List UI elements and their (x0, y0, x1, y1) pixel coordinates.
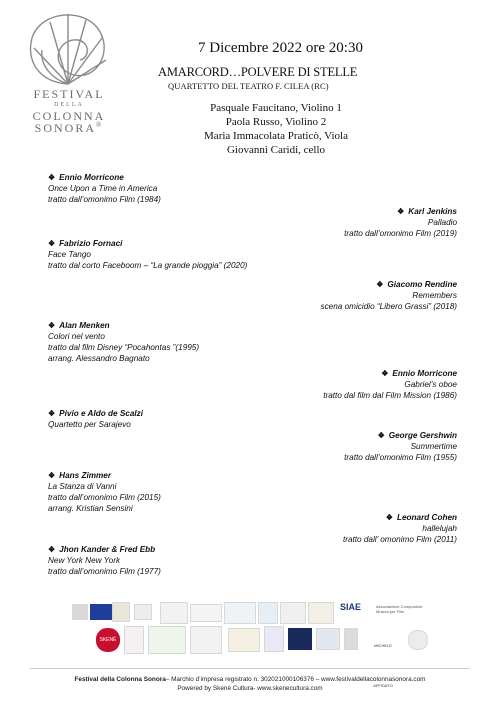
sponsor-logo (124, 626, 144, 654)
concert-header (150, 40, 490, 157)
diamond-bullet-icon: ❖ (385, 513, 393, 522)
diamond-bullet-icon: ❖ (48, 173, 56, 182)
skene-text: SKENÈ (99, 637, 117, 643)
sponsor-logo (112, 602, 130, 622)
player-3: Maria Immacolata Praticò, Viola (204, 130, 348, 142)
program-item (344, 430, 457, 463)
sponsor-logo (264, 626, 284, 652)
composer-name: Jhon Kander & Fred Ebb (59, 545, 156, 554)
diamond-bullet-icon: ❖ (397, 207, 405, 216)
players-list (176, 101, 376, 157)
composer-name: Ennio Morricone (392, 369, 457, 378)
sponsor-logo (288, 628, 312, 650)
logo-line-colonna: COLONNA (32, 109, 106, 123)
diamond-bullet-icon: ❖ (376, 280, 384, 289)
composer-name: Fabrizio Fornaci (59, 239, 123, 248)
program-item (320, 279, 457, 312)
piece-source: tratto dall’omonimo Film (1955) (344, 453, 457, 462)
composer-name: Alan Menken (59, 321, 110, 330)
sponsor-logo (344, 628, 358, 650)
player-2: Paola Russo, Violino 2 (225, 116, 327, 128)
program-item (344, 206, 457, 239)
sponsor-logo (134, 604, 152, 620)
sponsor-logo (148, 626, 186, 654)
piece-title: La Stanza di Vanni (48, 482, 117, 491)
program-item (48, 470, 161, 514)
composer-name: Hans Zimmer (59, 471, 112, 480)
registered-mark: ® (96, 121, 104, 129)
diamond-bullet-icon: ❖ (377, 431, 385, 440)
player-1: Pasquale Faucitano, Violino 1 (210, 102, 342, 114)
sponsor-logo (160, 602, 188, 624)
piece-title: Face Tango (48, 250, 91, 259)
piece-title: New York New York (48, 556, 121, 565)
program-item (48, 544, 161, 577)
sponsor-logo (190, 626, 222, 654)
piece-title: Once Upon a Time in America (48, 184, 158, 193)
logo-line-della: DELLA (54, 102, 84, 108)
sponsor-logo (258, 602, 278, 624)
acmf-logo (376, 604, 430, 620)
siae-text: SIAE (340, 602, 362, 612)
piece-source: scena omicidio “Libero Grassi” (2018) (320, 302, 457, 311)
program-item (343, 512, 457, 545)
footer-brand: Festival della Colonna Sonora (74, 676, 166, 683)
sponsor-logo (72, 604, 88, 620)
piece-arrangement: arrang. Alessandro Bagnato (48, 354, 150, 363)
festival-logo (10, 8, 130, 138)
piece-source: tratto dall’omonimo Film (2015) (48, 493, 161, 502)
footer-powered-by: Powered by Skenè Cultura- www.skenecultura.com (177, 685, 323, 692)
sponsor-logo (408, 630, 428, 650)
piece-source: tratto dal film dal Film Mission (1986) (323, 391, 457, 400)
diamond-bullet-icon: ❖ (48, 471, 56, 480)
program-item (48, 408, 143, 430)
piece-title: Remembers (412, 291, 457, 300)
piece-title: Gabriel’s oboe (404, 380, 457, 389)
player-4: Giovanni Caridi, cello (226, 144, 326, 156)
concert-date: 7 Dicembre 2022 ore 20:30 (198, 40, 363, 56)
diamond-bullet-icon: ❖ (48, 239, 56, 248)
piece-arrangement: arrang. Kristian Sensini (48, 504, 133, 513)
concert-title: AMARCORD…POLVERE DI STELLE (158, 65, 358, 79)
composer-name: Giacomo Rendine (387, 280, 457, 289)
piece-source: tratto dal film Disney “Pocahontas ”(1995) (48, 343, 200, 352)
piece-source: tratto dall’omonimo Film (1977) (48, 567, 161, 576)
michele-affidato-text: MICHELE AFFIDATO (373, 643, 393, 688)
diamond-bullet-icon: ❖ (381, 369, 389, 378)
logo-word-sonora: SONORA (34, 121, 96, 135)
footer (0, 675, 500, 693)
piece-title: hallelujah (422, 524, 457, 533)
michele-affidato-logo (364, 626, 402, 688)
program-item (48, 320, 199, 364)
acmf-text: Associazione Compositori Musica per Film (376, 604, 423, 614)
piece-title: Summertime (410, 442, 457, 451)
logo-line-sonora (10, 122, 128, 134)
composer-name: George Gershwin (388, 431, 457, 440)
piece-title: Colori nel vento (48, 332, 105, 341)
sponsor-logo (190, 604, 222, 622)
footer-line-1 (0, 675, 500, 684)
diamond-bullet-icon: ❖ (48, 409, 56, 418)
composer-name: Ennio Morricone (59, 173, 124, 182)
nautilus-shell-icon (20, 8, 116, 90)
piece-title: Quartetto per Sarajevo (48, 420, 131, 429)
concert-subtitle: QUARTETTO DEL TEATRO F. CILEA (RC) (168, 81, 329, 91)
logo-line-festival: FESTIVAL (33, 87, 105, 101)
sponsor-logo (224, 602, 256, 624)
siae-logo (340, 602, 372, 624)
eu-flag-icon (90, 604, 112, 620)
composer-name: Leonard Cohen (396, 513, 457, 522)
program-item (48, 238, 247, 271)
skene-logo (96, 628, 120, 652)
piece-source: tratto dall’omonimo Film (2019) (344, 229, 457, 238)
sponsor-logo (280, 602, 306, 624)
diamond-bullet-icon: ❖ (48, 321, 56, 330)
composer-name: Pivio e Aldo de Scalzi (59, 409, 144, 418)
sponsor-logo (308, 602, 334, 624)
sponsor-logo (228, 628, 260, 652)
piece-source: tratto dall’omonimo Film (1984) (48, 195, 161, 204)
piece-source: tratto dall’ omonimo Film (2011) (342, 535, 457, 544)
piece-title: Palladio (427, 218, 457, 227)
festival-logo-text (10, 88, 128, 134)
composer-name: Karl Jenkins (408, 207, 457, 216)
sponsor-logo (316, 628, 340, 650)
diamond-bullet-icon: ❖ (48, 545, 56, 554)
footer-divider (30, 668, 470, 669)
program-item (48, 172, 161, 205)
footer-trademark: – Marchio d’impresa registrato n. 302021000106376 – www.festivaldellacolonnasonora.com (165, 676, 426, 683)
piece-source: tratto dal corto Faceboom – “La grande pioggia” (2020) (48, 261, 248, 270)
program-item (323, 368, 457, 401)
